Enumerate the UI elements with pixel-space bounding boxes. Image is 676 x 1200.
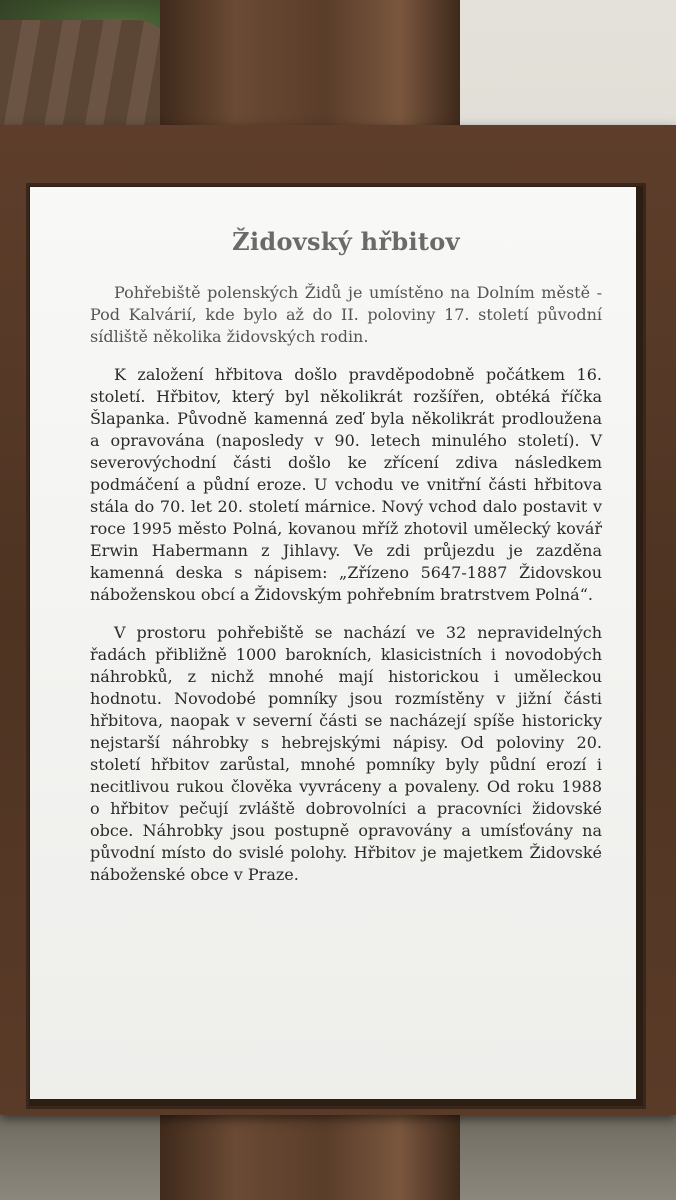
sign-frame — [0, 125, 676, 1115]
sign-paragraph-intro: Pohřebiště polenských Židů je umístěno na Dolním městě - Pod Kalvárií, kde bylo až do II. poloviny 17. století původní sídliště několika židovských rodin. — [90, 283, 602, 346]
sign-paragraph-tombstones: V prostoru pohřebiště se nachází ve 32 nepravidelných řadách přibližně 1000 barokních, klasicistních i novodobých náhrobků, z nichž mnohé mají historickou i uměleckou hodnotu. Novodobé pomníky jsou rozmístěny v jižní části hřbitova, naopak v severní části se nacházejí spíše historicky nejstarší náhrobky s hebrejskými nápisy. Od poloviny 20. století hřbitov zarůstal, mnohé pomníky byly půdní erozí i necitlivou rukou člověka vyvráceny a povaleny. Od roku 1988 o hřbitov pečují zvláště dobrovolníci a pracovníci židovské obce. Náhrobky jsou postupně opravovány a umísťovány na původní místo do svislé polohy. Hřbitov je majetkem Židovské náboženské obce v Praze. — [90, 623, 602, 884]
sign-panel — [30, 187, 636, 1099]
background-roof-tiles — [0, 20, 175, 130]
sign-paragraph-history: K založení hřbitova došlo pravděpodobně počátkem 16. století. Hřbitov, který byl několikrát rozšířen, obtéká říčka Šlapanka. Původně kamenná zeď byla několikrát prodloužena a opravována (naposledy v 90. letech minulého století). V severovýchodní části došlo ke zřícení zdiva následkem podmáčení a půdní eroze. U vchodu ve vnitřní části hřbitova stála do 70. let 20. století márnice. Nový vchod dalo postavit v roce 1995 město Polná, kovanou mříž zhotovil umělecký kovář Erwin Habermann z Jihlavy. Ve zdi průjezdu je zazděna kamenná deska s nápisem: „Zřízeno 5647-1887 Židovskou náboženskou obcí a Židovským pohřebním bratrstvem Polná“. — [90, 365, 602, 604]
sign-title: Židovský hřbitov — [232, 227, 460, 256]
